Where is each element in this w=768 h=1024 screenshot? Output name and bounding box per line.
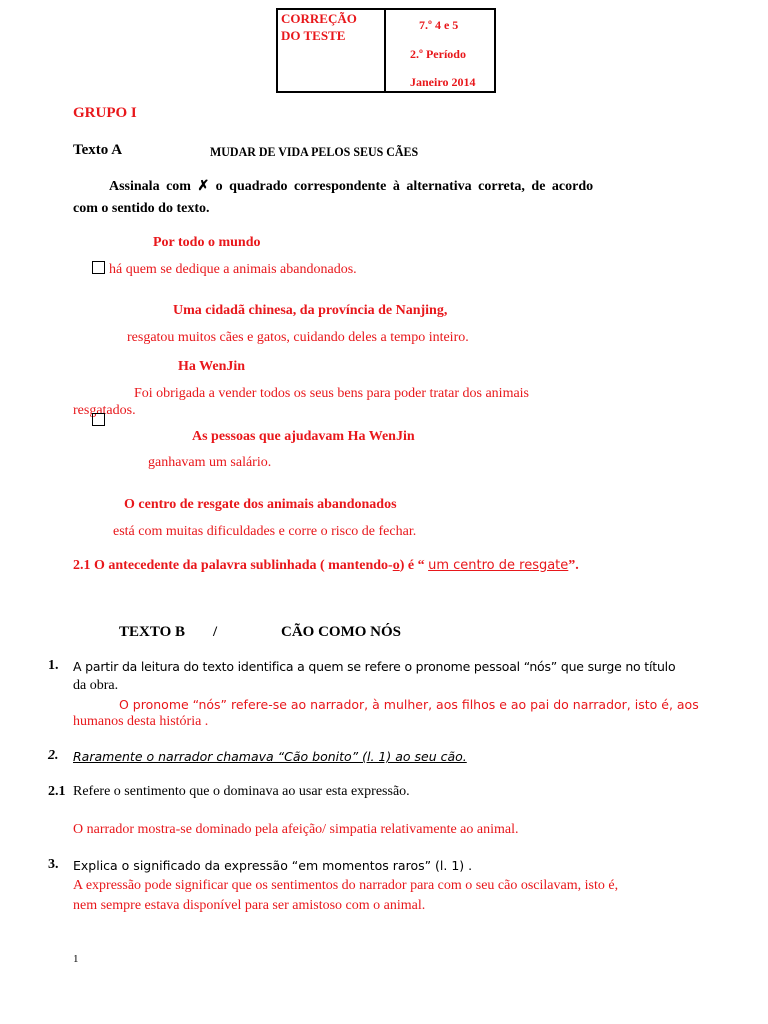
question-1-number: 1. [48,658,59,673]
question-2-1-grupo: 2.1 O antecedente da palavra sublinhada ( mantendo-o) é “ um centro de resgate”. [73,558,579,573]
question-3-text: Explica o significado da expressão “em momentos raros” (l. 1) . [73,858,473,873]
question-2-text: Raramente o narrador chamava “Cão bonito” (l. 1) ao seu cão. [73,749,467,764]
question-2-number: 2. [48,748,59,763]
text-a-title: MUDAR DE VIDA PELOS SEUS CÃES [210,144,419,159]
question-2-1-text: Refere o sentimento que o dominava ao usar esta expressão. [73,784,410,799]
answer-checkbox[interactable] [92,261,105,274]
question-1-answer-cont: humanos desta história . [73,714,209,729]
item-heading: Ha WenJin [178,359,246,374]
item-text: resgatou muitos cães e gatos, cuidando deles a tempo inteiro. [127,330,469,345]
header-divider [384,8,386,93]
header-class: 7.º 4 e 5 [419,18,459,32]
item-heading: As pessoas que ajudavam Ha WenJin [192,429,415,444]
item-text: Foi obrigada a vender todos os seus bens para poder tratar dos animais [134,386,530,401]
instruction-line2: com o sentido do texto. [73,201,210,216]
text-b-label: TEXTO B [119,624,185,640]
instruction-line1: Assinala com ✗ o quadrado correspondente à alternativa correta, de acordo [109,179,594,194]
item-text: ganhavam um salário. [148,455,272,470]
text-b-title: CÃO COMO NÓS [281,624,401,640]
page-number: 1 [73,953,79,965]
text-a-label: Texto A [73,142,123,158]
question-1-text-cont: da obra. [73,678,119,693]
item-heading: O centro de resgate dos animais abandonados [124,497,397,512]
question-3-answer: A expressão pode significar que os sentimentos do narrador para com o seu cão oscilavam, isto é, [73,878,619,893]
group-title: GRUPO I [73,105,137,121]
text-b-slash: / [213,624,218,640]
item-heading: Por todo o mundo [153,235,261,250]
header-title-line2: DO TESTE [281,28,346,43]
answer-checkbox[interactable] [92,413,105,426]
question-3-number: 3. [48,857,59,872]
question-2-1-answer: O narrador mostra-se dominado pela afeição/ simpatia relativamente ao animal. [73,822,519,837]
question-1-text: A partir da leitura do texto identifica a quem se refere o pronome pessoal “nós” que surge no título [73,659,676,674]
header-date: Janeiro 2014 [410,75,476,89]
question-1-answer: O pronome “nós” refere-se ao narrador, à mulher, aos filhos e ao pai do narrador, isto é, aos [119,697,699,712]
item-text: está com muitas dificuldades e corre o risco de fechar. [113,524,417,539]
item-text-continuation: resgatados. [73,403,136,418]
header-period: 2.º Período [410,47,466,61]
item-text: há quem se dedique a animais abandonados. [109,262,357,277]
item-heading: Uma cidadã chinesa, da província de Nanjing, [173,303,448,318]
question-3-answer-cont: nem sempre estava disponível para ser amistoso com o animal. [73,898,426,913]
header-title-line1: CORREÇÃO [281,11,357,26]
question-2-1-number: 2.1 [48,784,66,799]
